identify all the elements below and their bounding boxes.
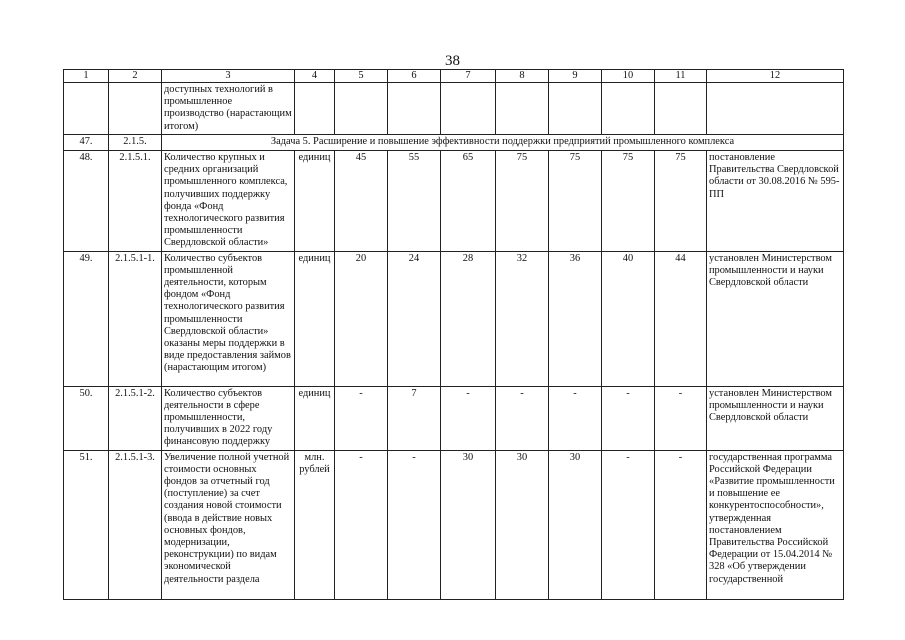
indicators-table [63, 69, 844, 600]
empty-cell [441, 83, 496, 135]
empty-cell [496, 83, 549, 135]
indicator-name: Количество субъектов деятельности в сфере промышленности, получивших в 2022 году финансовую поддержку [162, 386, 295, 450]
value-cell: - [335, 386, 388, 450]
header-cell: 4 [295, 70, 335, 83]
value-cell: - [655, 386, 707, 450]
unit-cell: единиц [295, 151, 335, 252]
value-cell: 45 [335, 151, 388, 252]
empty-cell [64, 83, 109, 135]
row-code: 2.1.5.1-2. [109, 386, 162, 450]
value-cell: 44 [655, 251, 707, 386]
empty-cell [602, 83, 655, 135]
header-cell: 3 [162, 70, 295, 83]
table-row [64, 151, 844, 252]
value-cell: 24 [388, 251, 441, 386]
empty-cell [388, 83, 441, 135]
empty-cell [655, 83, 707, 135]
value-cell: - [441, 386, 496, 450]
row-code: 2.1.5. [109, 135, 162, 151]
unit-cell: единиц [295, 251, 335, 386]
table-row-continuation [64, 83, 844, 135]
value-cell: 40 [602, 251, 655, 386]
table-row [64, 251, 844, 386]
indicator-name: Количество субъектов промышленной деятельности, которым фондом «Фонд технологического развития промышленности Свердловской области» оказаны меры поддержки в виде предоставления займов (нарастающим итогом) [162, 251, 295, 386]
value-cell: 65 [441, 151, 496, 252]
table-header-row [64, 70, 844, 83]
value-cell: 20 [335, 251, 388, 386]
value-cell: - [496, 386, 549, 450]
empty-cell [335, 83, 388, 135]
row-number: 47. [64, 135, 109, 151]
row-number: 49. [64, 251, 109, 386]
value-cell: 36 [549, 251, 602, 386]
header-cell: 8 [496, 70, 549, 83]
value-cell: 75 [549, 151, 602, 252]
row-number: 48. [64, 151, 109, 252]
value-cell: - [549, 386, 602, 450]
unit-cell: единиц [295, 386, 335, 450]
header-cell: 1 [64, 70, 109, 83]
source-cell: постановление Правительства Свердловской области от 30.08.2016 № 595-ПП [707, 151, 844, 252]
value-cell: 75 [655, 151, 707, 252]
row-code: 2.1.5.1. [109, 151, 162, 252]
header-cell: 6 [388, 70, 441, 83]
value-cell: 75 [496, 151, 549, 252]
table-row [64, 450, 844, 599]
value-cell: - [602, 386, 655, 450]
source-cell: установлен Министерством промышленности и науки Свердловской области [707, 386, 844, 450]
header-cell: 10 [602, 70, 655, 83]
header-cell: 2 [109, 70, 162, 83]
value-cell: 75 [602, 151, 655, 252]
indicator-name: Количество крупных и средних организаций промышленного комплекса, получивших поддержку фонда «Фонд технологического развития промышленности Свердловской области» [162, 151, 295, 252]
row-number: 50. [64, 386, 109, 450]
header-cell: 11 [655, 70, 707, 83]
source-cell: установлен Министерством промышленности и науки Свердловской области [707, 251, 844, 386]
table-row [64, 386, 844, 450]
header-cell: 12 [707, 70, 844, 83]
value-cell: 32 [496, 251, 549, 386]
value-cell: - [388, 450, 441, 599]
value-cell: 30 [496, 450, 549, 599]
empty-cell [549, 83, 602, 135]
empty-cell [707, 83, 844, 135]
row-code: 2.1.5.1-1. [109, 251, 162, 386]
value-cell: 28 [441, 251, 496, 386]
empty-cell [109, 83, 162, 135]
header-cell: 7 [441, 70, 496, 83]
value-cell: 55 [388, 151, 441, 252]
value-cell: 30 [441, 450, 496, 599]
empty-cell [295, 83, 335, 135]
page-number: 38 [445, 53, 460, 69]
task-title: Задача 5. Расширение и повышение эффективности поддержки предприятий промышленного комплекса [162, 135, 844, 151]
header-cell: 5 [335, 70, 388, 83]
indicator-name: доступных технологий в промышленное производство (нарастающим итогом) [162, 83, 295, 135]
value-cell: - [602, 450, 655, 599]
value-cell: 30 [549, 450, 602, 599]
source-cell: государственная программа Российской Федерации «Развитие промышленности и повышение ее конкурентоспособности», утвержденная постановлением Правительства Российской Федерации от 15.04.2014 № 328 «Об утверждении государственной [707, 450, 844, 599]
row-code: 2.1.5.1-3. [109, 450, 162, 599]
value-cell: - [335, 450, 388, 599]
value-cell: 7 [388, 386, 441, 450]
unit-cell: млн. рублей [295, 450, 335, 599]
row-number: 51. [64, 450, 109, 599]
value-cell: - [655, 450, 707, 599]
header-cell: 9 [549, 70, 602, 83]
table-row-task [64, 135, 844, 151]
indicator-name: Увеличение полной учетной стоимости основных фондов за отчетный год (поступление) за счет создания новой стоимости (ввода в действие новых основных фондов, модернизации, реконструкции) по видам экономической деятельности раздела [162, 450, 295, 599]
